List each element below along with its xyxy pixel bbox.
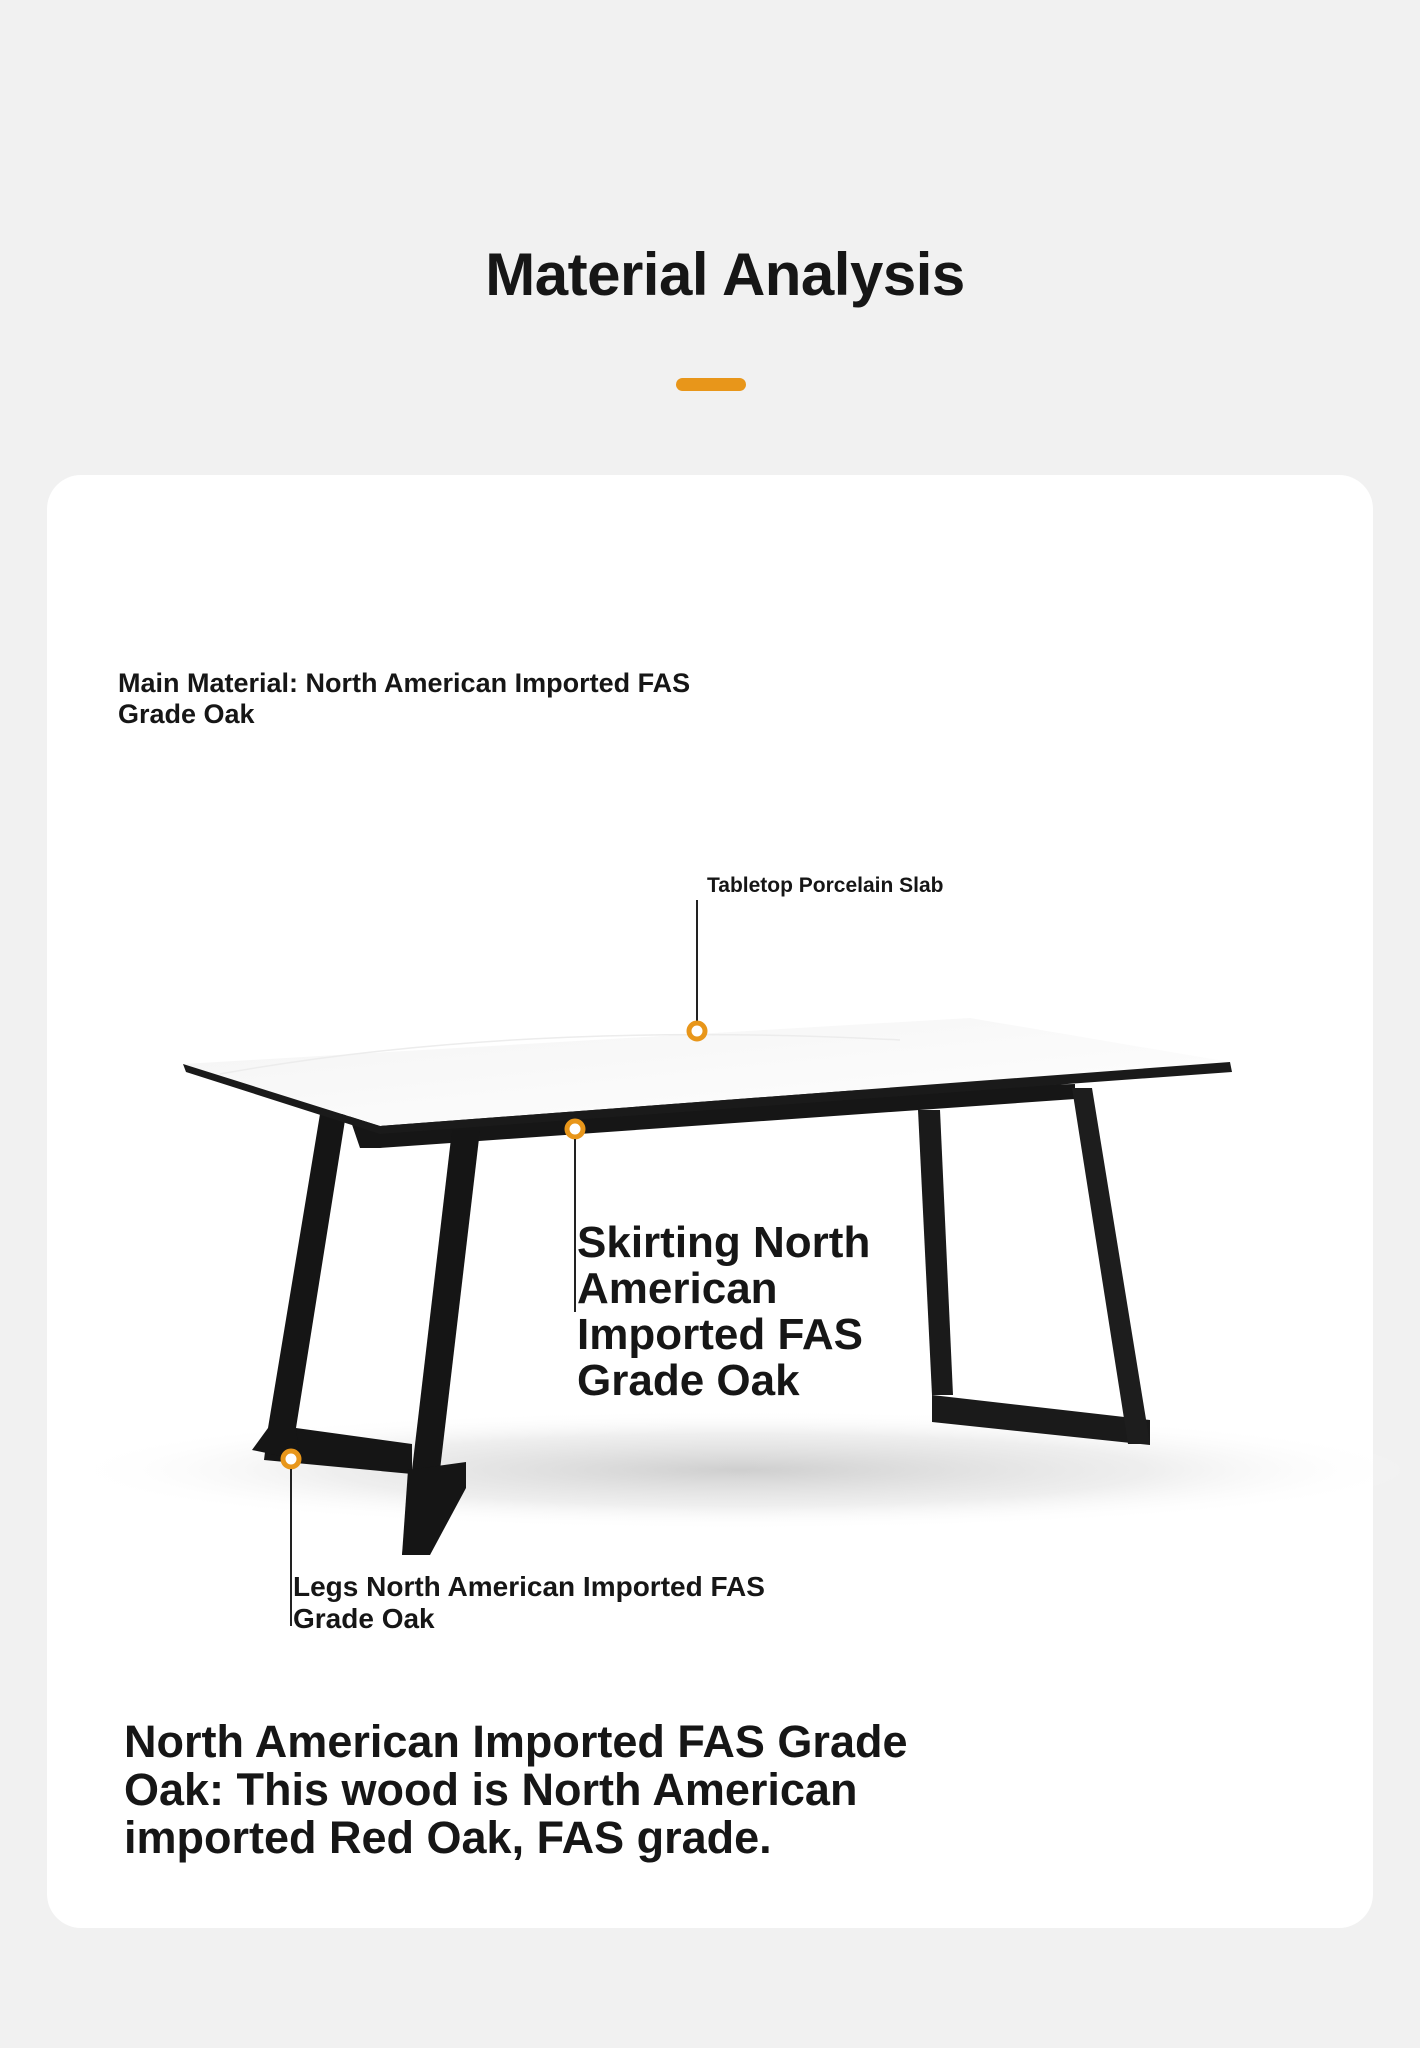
front-leg-right xyxy=(1072,1088,1150,1444)
floor-shadow xyxy=(60,1410,1420,1530)
legs-marker-icon xyxy=(283,1451,299,1467)
page-title: Material Analysis xyxy=(485,241,965,308)
skirting-marker-icon xyxy=(567,1121,583,1137)
skirting-callout-label: Skirting North American Imported FAS Grade Oak xyxy=(577,1218,871,1405)
main-material-label: Main Material: North American Imported FAS Grade Oak xyxy=(118,668,691,729)
tabletop-callout-label: Tabletop Porcelain Slab xyxy=(707,874,944,897)
tabletop-marker-icon xyxy=(689,1023,705,1039)
material-description: North American Imported FAS Grade Oak: This wood is North American imported Red Oak, FAS grade. xyxy=(124,1716,908,1863)
legs-callout-label: Legs North American Imported FAS Grade Oak xyxy=(293,1571,765,1634)
